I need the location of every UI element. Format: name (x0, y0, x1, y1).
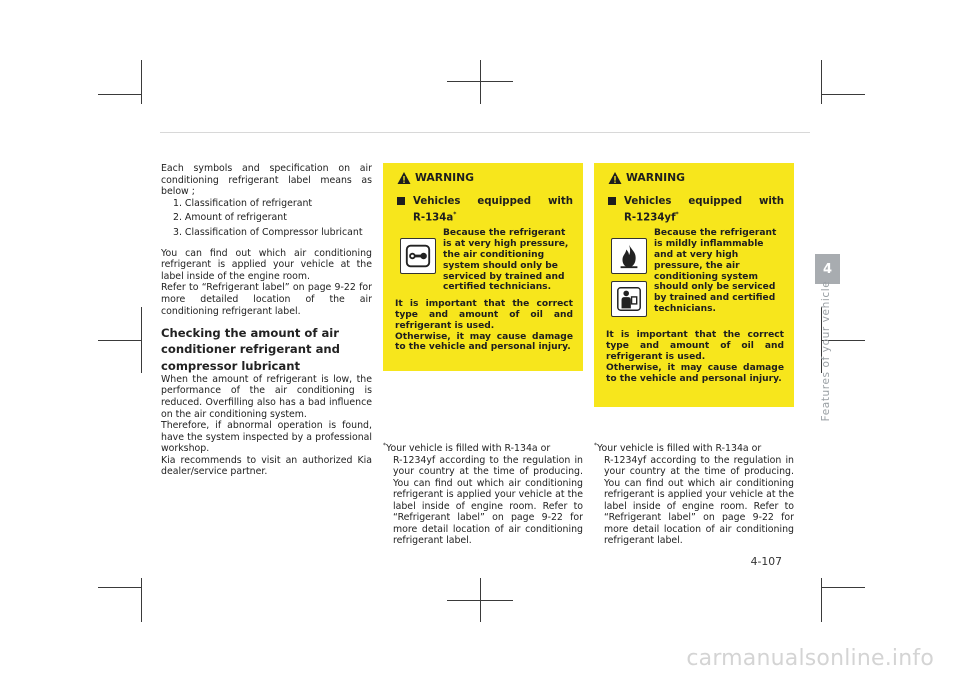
warning-header (608, 171, 784, 185)
paragraph: Therefore, if abnormal operation is found, have the system inspected by a professional workshop. (161, 420, 372, 455)
crop-mark (98, 94, 142, 95)
section-heading: Checking the amount of air conditioner refrigerant and compressor lubricant (161, 326, 340, 373)
warning-note: Otherwise, it may cause damage to the vehicle and personal injury. (606, 362, 784, 384)
paragraph: When the amount of refrigerant is low, the performance of the air conditioning is reduced. Overfilling also has a bad influence on the air conditioning system. (161, 373, 372, 420)
warning-box-r1234yf (594, 163, 794, 407)
warning-triangle-icon (608, 171, 622, 185)
warning-title: WARNING (626, 170, 686, 184)
crop-mark (821, 60, 822, 104)
page-number: 4-107 (750, 555, 782, 568)
footnote-mark: * (383, 442, 386, 449)
footnote-text: R-1234yf according to the regulation in your country at the time of producing. You can find out which air conditioning refrigerant is applied your vehicle at the label inside of engine room. Refer to “Refrigerant label” on page 9-22 for more detail location of air conditioning refrigerant label. (393, 454, 583, 547)
footnote-first-line: Your vehicle is filled with R-134a or (597, 443, 762, 455)
technician-manual-icon (611, 281, 647, 317)
sub-word: with (758, 196, 784, 207)
warning-body: Because the refrigerant is mildly inflammable and at very high pressure, the air conditioning system should only be serviced by trained and certified technicians. (654, 228, 777, 314)
warning-subheading (606, 195, 784, 224)
sub-word: Vehicles (624, 196, 672, 207)
paragraph: Kia recommends to visit an authorized Kia dealer/service partner. (161, 454, 372, 478)
footnote-mark: * (594, 442, 597, 449)
text-column (161, 163, 372, 478)
warning-note: It is important that the correct type and amount of oil and refrigerant is used. (395, 299, 573, 331)
crop-mark (98, 587, 142, 588)
footnote-mark: * (453, 211, 457, 218)
list-item: 1. Classification of refrigerant (173, 197, 313, 209)
footnote (594, 440, 794, 547)
sub-word: equipped (688, 196, 743, 207)
label-list (161, 198, 372, 239)
warning-title: WARNING (415, 170, 475, 184)
list-item: 3. Classification of Compressor lubricant (173, 226, 363, 238)
warning-triangle-icon (397, 171, 411, 185)
warning-subheading (395, 195, 573, 224)
warning-body: Because the refrigerant is at very high pressure, the air conditioning system should only be serviced by trained and certified technicians. (443, 228, 569, 293)
paragraph: You can find out which air conditioning refrigerant is applied your vehicle at the label inside of the engine room. (161, 247, 372, 282)
warning-note: It is important that the correct type and amount of oil and refrigerant is used. (606, 330, 784, 362)
refrigerant-type: R-1234yf (624, 212, 676, 224)
watermark: carmanualsonline.info (686, 646, 934, 671)
crop-mark (447, 81, 513, 82)
warning-box-r134a (383, 163, 583, 371)
chapter-tab: 4 (815, 254, 840, 284)
flame-icon (611, 238, 647, 274)
refrigerant-type: R-134a (413, 212, 454, 224)
sub-word: equipped (477, 196, 532, 207)
bullet-square-icon (397, 197, 405, 205)
footnote-mark: * (675, 211, 679, 218)
crop-mark (821, 587, 865, 588)
sub-word: Vehicles (413, 196, 461, 207)
chapter-side-title: Features of your vehicle (820, 280, 832, 422)
intro-paragraph: Each symbols and specification on air conditioning refrigerant label means as below ; (161, 163, 372, 198)
paragraph: Refer to “Refrigerant label” on page 9-22 for more detailed location of the air conditioning refrigerant label. (161, 282, 372, 317)
crop-mark (821, 578, 822, 622)
footnote-text: R-1234yf according to the regulation in your country at the time of producing. You can find out which air conditioning refrigerant is applied your vehicle at the label inside of engine room. Refer to “Refrigerant label” on page 9-22 for more detail location of air conditioning refrigerant label. (604, 454, 794, 547)
footnote (383, 440, 583, 547)
crop-mark (141, 578, 142, 622)
wrench-service-icon (400, 238, 436, 274)
sub-word: with (547, 196, 573, 207)
crop-mark (141, 60, 142, 104)
crop-mark (821, 94, 865, 95)
footnote-first-line: Your vehicle is filled with R-134a or (386, 443, 551, 455)
crop-mark (447, 600, 513, 601)
crop-mark (480, 60, 481, 104)
warning-header (397, 171, 573, 185)
warning-note: Otherwise, it may cause damage to the vehicle and personal injury. (395, 331, 573, 353)
crop-mark (98, 340, 142, 341)
header-rule (160, 132, 810, 133)
list-item: 2. Amount of refrigerant (173, 212, 287, 224)
bullet-square-icon (608, 197, 616, 205)
